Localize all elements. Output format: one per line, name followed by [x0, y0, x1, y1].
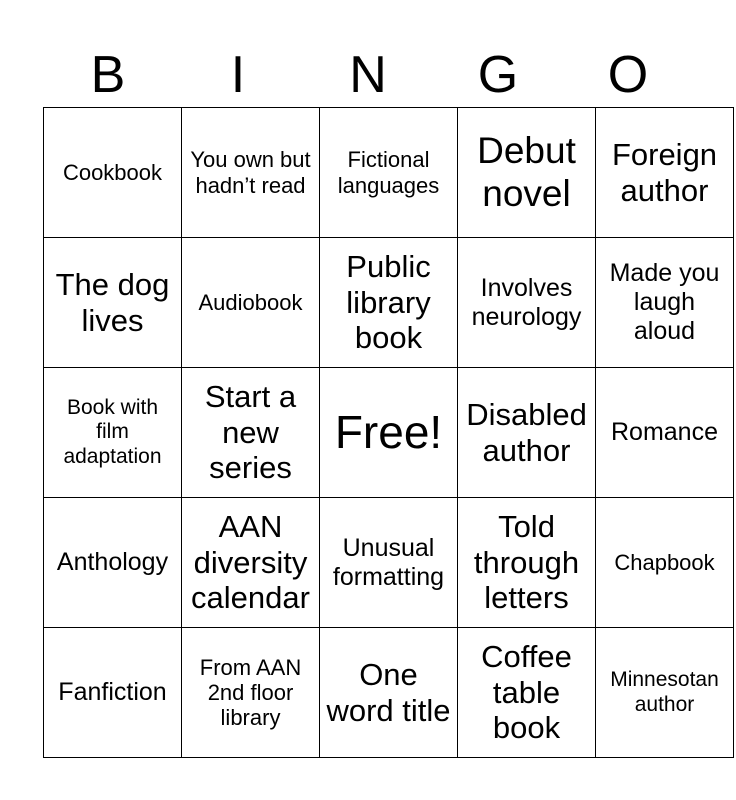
bingo-cell[interactable]: One word title: [320, 628, 458, 758]
header-letter-g: G: [477, 46, 519, 104]
bingo-header: [43, 44, 693, 106]
header-letter-o: O: [607, 46, 649, 104]
board-row: [44, 238, 734, 368]
free-space-cell[interactable]: Free!: [320, 368, 458, 498]
bingo-cell[interactable]: Minnesotan author: [596, 628, 734, 758]
bingo-cell[interactable]: Unusual formatting: [320, 498, 458, 628]
bingo-cell[interactable]: Public library book: [320, 238, 458, 368]
board-row: [44, 368, 734, 498]
board-row: [44, 498, 734, 628]
bingo-cell[interactable]: The dog lives: [44, 238, 182, 368]
bingo-cell[interactable]: Made you laugh aloud: [596, 238, 734, 368]
bingo-cell[interactable]: You own but hadn’t read: [182, 108, 320, 238]
bingo-board: [43, 107, 734, 758]
bingo-cell[interactable]: From AAN 2nd floor library: [182, 628, 320, 758]
bingo-cell[interactable]: Cookbook: [44, 108, 182, 238]
bingo-cell[interactable]: Fanfiction: [44, 628, 182, 758]
bingo-cell[interactable]: Start a new series: [182, 368, 320, 498]
bingo-cell[interactable]: Involves neurology: [458, 238, 596, 368]
board-row: [44, 628, 734, 758]
bingo-cell[interactable]: Audiobook: [182, 238, 320, 368]
bingo-cell[interactable]: Anthology: [44, 498, 182, 628]
header-letter-n: N: [349, 46, 387, 104]
bingo-cell[interactable]: Romance: [596, 368, 734, 498]
header-letter-b: B: [90, 46, 126, 104]
bingo-cell[interactable]: Book with film adaptation: [44, 368, 182, 498]
bingo-cell[interactable]: Coffee table book: [458, 628, 596, 758]
bingo-cell[interactable]: Disabled author: [458, 368, 596, 498]
bingo-cell[interactable]: Fictional languages: [320, 108, 458, 238]
board-row: [44, 108, 734, 238]
bingo-cell[interactable]: Chapbook: [596, 498, 734, 628]
bingo-cell[interactable]: Told through letters: [458, 498, 596, 628]
bingo-cell[interactable]: AAN diversity calendar: [182, 498, 320, 628]
bingo-cell[interactable]: Debut novel: [458, 108, 596, 238]
header-letter-i: I: [230, 46, 246, 104]
bingo-cell[interactable]: Foreign author: [596, 108, 734, 238]
